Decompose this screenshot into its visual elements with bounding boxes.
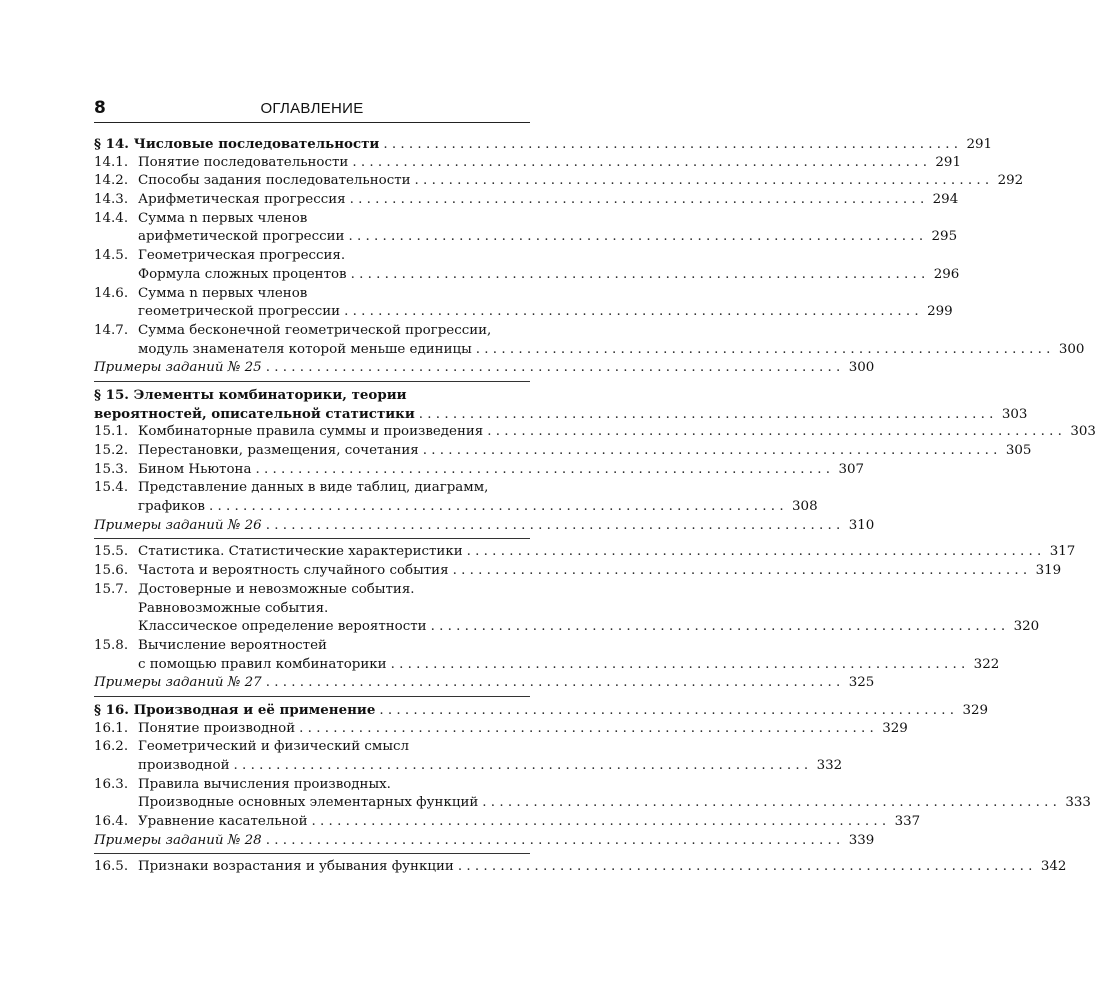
toc-entry bbox=[94, 247, 960, 284]
leader-dots bbox=[431, 618, 1006, 637]
toc-line bbox=[94, 581, 530, 600]
toc-examples bbox=[94, 517, 875, 536]
toc-entry-title: Частота и вероятность случайного события bbox=[138, 563, 449, 579]
toc-page-number: 292 bbox=[997, 173, 1024, 189]
leader-dots bbox=[419, 406, 994, 425]
toc-entry-number: 16.4. bbox=[94, 814, 129, 830]
toc-line bbox=[94, 405, 1028, 424]
toc-entry-title: Уравнение касательной bbox=[138, 814, 308, 830]
toc-page bbox=[94, 96, 1096, 877]
toc-page-number: 294 bbox=[932, 192, 959, 208]
toc-entry-title: Примеры заданий № 27 bbox=[94, 675, 262, 691]
leader-dots bbox=[266, 674, 841, 693]
toc-entry bbox=[94, 720, 908, 739]
toc-line bbox=[94, 386, 530, 405]
leader-dots bbox=[482, 794, 1057, 813]
toc-entry-title: Сумма бесконечной геометрической прогрессии, bbox=[138, 322, 492, 338]
leader-dots bbox=[234, 757, 809, 776]
toc-entry bbox=[94, 210, 958, 247]
toc-line bbox=[94, 442, 1032, 461]
toc-page-number: 342 bbox=[1040, 859, 1067, 875]
toc-entry-title: Комбинаторные правила суммы и произведения bbox=[138, 424, 484, 440]
toc-entry-number: 14.5. bbox=[94, 248, 129, 264]
toc-line bbox=[94, 210, 530, 229]
toc-line bbox=[94, 738, 530, 757]
toc-entry-title: Примеры заданий № 25 bbox=[94, 360, 262, 376]
leader-dots bbox=[487, 423, 1062, 442]
toc-entry bbox=[94, 191, 959, 210]
toc-line bbox=[94, 674, 875, 693]
toc-entry-title: Классическое определение вероятности bbox=[138, 619, 427, 635]
toc-line bbox=[94, 423, 1096, 442]
leader-dots bbox=[255, 461, 830, 480]
toc-line bbox=[94, 794, 1091, 813]
toc-page-number: 303 bbox=[1001, 406, 1028, 422]
toc-entry-number: 15.3. bbox=[94, 461, 129, 477]
toc-entry bbox=[94, 637, 1000, 674]
toc-separator bbox=[94, 696, 530, 697]
toc-entry-title: § 16. Производная и её применение bbox=[94, 701, 376, 718]
toc-line bbox=[94, 154, 961, 173]
toc-page-number: 325 bbox=[848, 675, 875, 691]
toc-page-number: 317 bbox=[1049, 544, 1076, 560]
toc-entry-title: производной bbox=[138, 758, 230, 773]
toc-page-number: 291 bbox=[966, 137, 993, 152]
toc-entry-title: графиков bbox=[138, 499, 205, 515]
toc-entry-title: Сумма n первых членов bbox=[138, 210, 308, 226]
toc-page-number: 329 bbox=[882, 720, 908, 736]
toc-page-number: 339 bbox=[848, 832, 875, 848]
toc-entry-title: Формула сложных процентов bbox=[138, 266, 347, 282]
toc-line bbox=[94, 656, 1000, 675]
toc-line bbox=[94, 247, 530, 266]
toc-line bbox=[94, 618, 1040, 637]
toc-page-number: 333 bbox=[1065, 795, 1091, 811]
leader-dots bbox=[350, 191, 925, 210]
leader-dots bbox=[344, 303, 919, 322]
toc-entry-number: 16.3. bbox=[94, 776, 129, 792]
toc-entry-number: 14.4. bbox=[94, 210, 129, 226]
toc-entry bbox=[94, 813, 921, 832]
toc-entry-title: Примеры заданий № 28 bbox=[94, 832, 262, 848]
leader-dots bbox=[348, 228, 923, 247]
toc-entry-title: § 14. Числовые последовательности bbox=[94, 136, 380, 152]
toc-entry-number: 15.2. bbox=[94, 443, 129, 458]
toc-entry bbox=[94, 322, 1085, 359]
toc-entry-title: Правила вычисления производных. bbox=[138, 776, 391, 792]
toc-entry-title: Достоверные и невозможные события. bbox=[138, 581, 415, 597]
toc-entry-number: 15.1. bbox=[94, 424, 129, 440]
toc-entry-number: 15.4. bbox=[94, 480, 129, 496]
toc-page-number: 303 bbox=[1070, 424, 1096, 440]
toc-entry-title: Сумма n первых членов bbox=[138, 285, 308, 301]
toc-line bbox=[94, 637, 530, 656]
toc-entry-title: Геометрическая прогрессия. bbox=[138, 248, 346, 264]
toc-page-number: 332 bbox=[816, 758, 843, 773]
table-of-contents bbox=[94, 135, 1096, 877]
leader-dots bbox=[458, 858, 1033, 877]
toc-entry-number: 15.8. bbox=[94, 637, 129, 653]
toc-line bbox=[94, 266, 960, 285]
toc-entry-number: 14.1. bbox=[94, 154, 129, 170]
toc-entry bbox=[94, 479, 818, 516]
toc-entry-title: вероятностей, описательной статистики bbox=[94, 405, 415, 422]
toc-line bbox=[94, 322, 530, 341]
toc-entry-title: Примеры заданий № 26 bbox=[94, 517, 262, 533]
toc-entry-title: Производные основных элементарных функций bbox=[138, 795, 479, 811]
leader-dots bbox=[379, 702, 954, 721]
toc-entry-title: с помощью правил комбинаторики bbox=[138, 656, 387, 672]
toc-entry-title: геометрической прогрессии bbox=[138, 304, 341, 320]
toc-entry bbox=[94, 442, 1032, 461]
toc-examples bbox=[94, 674, 875, 693]
leader-dots bbox=[453, 562, 1028, 581]
leader-dots bbox=[423, 442, 998, 461]
toc-entry-number: 16.5. bbox=[94, 859, 129, 875]
toc-section bbox=[94, 701, 988, 720]
toc-entry bbox=[94, 562, 1062, 581]
toc-line bbox=[94, 498, 818, 517]
toc-line bbox=[94, 562, 1062, 581]
toc-line bbox=[94, 461, 865, 480]
toc-separator bbox=[94, 853, 530, 854]
toc-line bbox=[94, 285, 530, 304]
toc-section bbox=[94, 135, 993, 154]
leader-dots bbox=[312, 813, 887, 832]
toc-entry bbox=[94, 154, 961, 173]
toc-entry-number: 14.7. bbox=[94, 322, 129, 338]
toc-line bbox=[94, 813, 921, 832]
toc-entry-title: Способы задания последовательности bbox=[138, 173, 411, 189]
toc-page-number: 322 bbox=[973, 656, 1000, 672]
toc-line bbox=[94, 517, 875, 536]
leader-dots bbox=[383, 136, 958, 155]
leader-dots bbox=[352, 154, 927, 173]
toc-line bbox=[94, 858, 1067, 877]
page-number: 8 bbox=[94, 98, 106, 118]
toc-entry-title: Вычисление вероятностей bbox=[138, 637, 327, 653]
toc-entry bbox=[94, 172, 1024, 191]
leader-dots bbox=[351, 266, 926, 285]
toc-line bbox=[94, 228, 958, 247]
toc-page-number: 337 bbox=[894, 814, 921, 830]
toc-line bbox=[94, 720, 908, 739]
toc-page-number: 300 bbox=[1058, 341, 1085, 357]
toc-examples bbox=[94, 359, 875, 378]
leader-dots bbox=[415, 172, 990, 191]
toc-entry-title: Признаки возрастания и убывания функции bbox=[138, 859, 454, 875]
toc-entry-number: 14.2. bbox=[94, 173, 129, 189]
toc-page-number: 307 bbox=[838, 461, 865, 477]
toc-entry bbox=[94, 543, 1076, 562]
toc-entry bbox=[94, 461, 865, 480]
toc-page-number: 320 bbox=[1013, 619, 1040, 635]
toc-separator bbox=[94, 381, 530, 382]
toc-line bbox=[94, 303, 953, 322]
toc-entry bbox=[94, 738, 843, 775]
leader-dots bbox=[476, 341, 1051, 360]
toc-entry-title: Геометрический и физический смысл bbox=[138, 739, 409, 755]
leader-dots bbox=[266, 832, 841, 851]
toc-separator bbox=[94, 538, 530, 539]
toc-page-number: 300 bbox=[848, 360, 875, 376]
toc-entry-number: 16.2. bbox=[94, 739, 129, 755]
toc-examples bbox=[94, 832, 875, 851]
leader-dots bbox=[391, 656, 966, 675]
toc-entry-title: Равновозможные события. bbox=[138, 600, 329, 616]
toc-entry-number: 14.6. bbox=[94, 285, 129, 301]
toc-page-number: 305 bbox=[1005, 443, 1032, 458]
toc-line bbox=[94, 479, 530, 498]
page-title: ОГЛАВЛЕНИЕ bbox=[260, 100, 364, 117]
toc-line bbox=[94, 543, 1076, 562]
toc-entry-number: 15.7. bbox=[94, 581, 129, 597]
toc-page-number: 329 bbox=[962, 702, 988, 718]
toc-entry-number: 16.1. bbox=[94, 720, 129, 736]
toc-line bbox=[94, 341, 1085, 360]
toc-line bbox=[94, 359, 875, 378]
toc-line bbox=[94, 757, 843, 776]
toc-entry-title: Понятие производной bbox=[138, 720, 296, 736]
leader-dots bbox=[209, 498, 784, 517]
leader-dots bbox=[266, 517, 841, 536]
leader-dots bbox=[299, 720, 874, 739]
toc-entry-title: арифметической прогрессии bbox=[138, 229, 345, 245]
toc-line bbox=[94, 135, 993, 154]
toc-entry-number: 15.5. bbox=[94, 544, 129, 560]
toc-entry-title: Статистика. Статистические характеристики bbox=[138, 544, 463, 560]
toc-section bbox=[94, 386, 1028, 423]
toc-entry bbox=[94, 285, 953, 322]
toc-entry-title: Перестановки, размещения, сочетания bbox=[138, 443, 419, 458]
toc-entry-number: 15.6. bbox=[94, 563, 129, 579]
toc-entry-number: 14.3. bbox=[94, 192, 129, 208]
toc-entry-title: Бином Ньютона bbox=[138, 461, 252, 477]
toc-entry-title: модуль знаменателя которой меньше единицы bbox=[138, 341, 472, 357]
toc-page-number: 299 bbox=[927, 304, 953, 320]
toc-entry-title: Арифметическая прогрессия bbox=[138, 192, 346, 208]
toc-line bbox=[94, 701, 988, 720]
toc-entry-title: § 15. Элементы комбинаторики, теории bbox=[94, 386, 407, 403]
toc-entry bbox=[94, 423, 1096, 442]
toc-entry bbox=[94, 581, 1040, 637]
toc-page-number: 319 bbox=[1035, 563, 1062, 579]
toc-page-number: 310 bbox=[848, 517, 875, 533]
toc-entry bbox=[94, 776, 1091, 813]
toc-entry bbox=[94, 858, 1067, 877]
page-header bbox=[94, 96, 530, 123]
toc-line bbox=[94, 191, 959, 210]
toc-line bbox=[94, 172, 1024, 191]
toc-line bbox=[94, 600, 530, 619]
toc-entry-title: Представление данных в виде таблиц, диаграмм, bbox=[138, 480, 489, 496]
toc-page-number: 296 bbox=[933, 266, 960, 282]
toc-page-number: 295 bbox=[931, 229, 958, 245]
toc-line bbox=[94, 832, 875, 851]
toc-page-number: 291 bbox=[935, 154, 961, 170]
toc-line bbox=[94, 776, 530, 795]
toc-page-number: 308 bbox=[792, 499, 818, 515]
leader-dots bbox=[266, 359, 841, 378]
leader-dots bbox=[467, 543, 1042, 562]
toc-entry-title: Понятие последовательности bbox=[138, 154, 349, 170]
